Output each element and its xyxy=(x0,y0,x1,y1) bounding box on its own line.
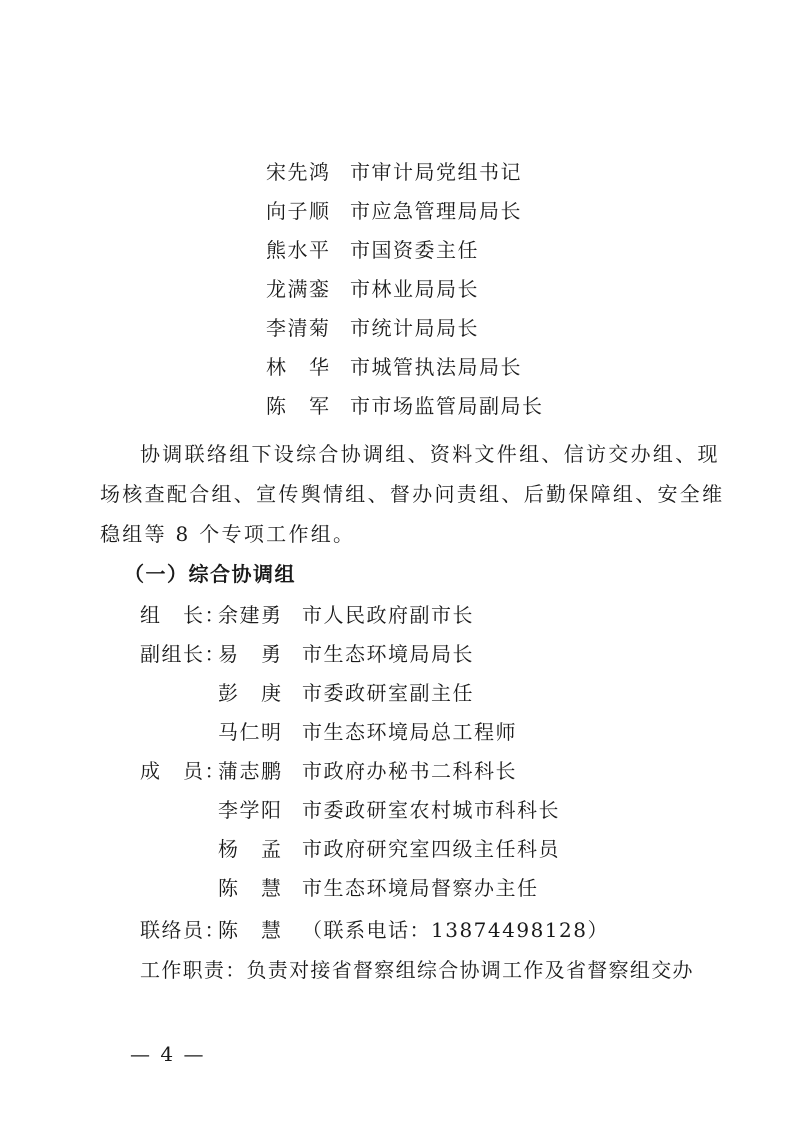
member-line xyxy=(266,316,479,340)
group-name: 彭 庚 xyxy=(218,681,283,705)
member-name: 向子顺 xyxy=(266,199,331,223)
group-name: 杨 孟 xyxy=(218,837,283,861)
liaison-role: 联络员： xyxy=(140,918,226,942)
member-title: 市城管执法局局长 xyxy=(350,355,522,379)
group-title: 市委政研室副主任 xyxy=(302,681,474,705)
group-role: 副组长： xyxy=(140,642,226,666)
group-title: 市政府研究室四级主任科员 xyxy=(302,837,560,861)
group-name: 余建勇 xyxy=(218,603,283,627)
body-paragraph-line: 协调联络组下设综合协调组、资料文件组、信访交办组、现 xyxy=(140,442,720,466)
member-name: 林 华 xyxy=(266,355,331,379)
group-title: 市政府办秘书二科科长 xyxy=(302,759,517,783)
group-title: 市生态环境局总工程师 xyxy=(302,720,517,744)
member-name: 龙满銮 xyxy=(266,277,331,301)
group-name: 陈 慧 xyxy=(218,876,283,900)
member-title: 市林业局局长 xyxy=(350,277,479,301)
member-line xyxy=(266,277,479,301)
duty-line: 工作职责：负责对接省督察组综合协调工作及省督察组交办 xyxy=(140,958,694,982)
group-role: 组 长： xyxy=(140,603,226,627)
group-line xyxy=(140,720,517,744)
page-number: — 4 — xyxy=(130,1042,206,1066)
member-title: 市统计局局长 xyxy=(350,316,479,340)
group-role: 成 员： xyxy=(140,759,226,783)
group-line xyxy=(140,603,474,627)
group-title: 市人民政府副市长 xyxy=(302,603,474,627)
group-line xyxy=(140,681,474,705)
group-line xyxy=(140,837,560,861)
group-line xyxy=(140,798,560,822)
group-title: 市委政研室农村城市科科长 xyxy=(302,798,560,822)
group-name: 马仁明 xyxy=(218,720,283,744)
group-name: 蒲志鹏 xyxy=(218,759,283,783)
member-line xyxy=(266,355,522,379)
group-name: 易 勇 xyxy=(218,642,283,666)
group-name: 李学阳 xyxy=(218,798,283,822)
member-line xyxy=(266,160,522,184)
group-line xyxy=(140,642,474,666)
member-title: 市市场监管局副局长 xyxy=(350,394,544,418)
member-title: 市应急管理局局长 xyxy=(350,199,522,223)
member-name: 陈 军 xyxy=(266,394,331,418)
group-line xyxy=(140,876,539,900)
member-name: 熊水平 xyxy=(266,238,331,262)
liaison-name: 陈 慧 xyxy=(218,918,283,942)
member-title: 市审计局党组书记 xyxy=(350,160,522,184)
group-title: 市生态环境局督察办主任 xyxy=(302,876,539,900)
group-title: 市生态环境局局长 xyxy=(302,642,474,666)
member-name: 李清菊 xyxy=(266,316,331,340)
member-name: 宋先鸿 xyxy=(266,160,331,184)
member-line xyxy=(266,394,544,418)
member-line xyxy=(266,238,479,262)
section-heading: （一）综合协调组 xyxy=(124,562,296,586)
member-line xyxy=(266,199,522,223)
member-title: 市国资委主任 xyxy=(350,238,479,262)
liaison-phone: （联系电话：13874498128） xyxy=(302,918,609,942)
body-paragraph-line: 稳组等 8 个专项工作组。 xyxy=(100,522,356,546)
body-paragraph-line: 场核查配合组、宣传舆情组、督办问责组、后勤保障组、安全维 xyxy=(100,482,725,506)
liaison-line xyxy=(140,918,609,942)
group-line xyxy=(140,759,517,783)
